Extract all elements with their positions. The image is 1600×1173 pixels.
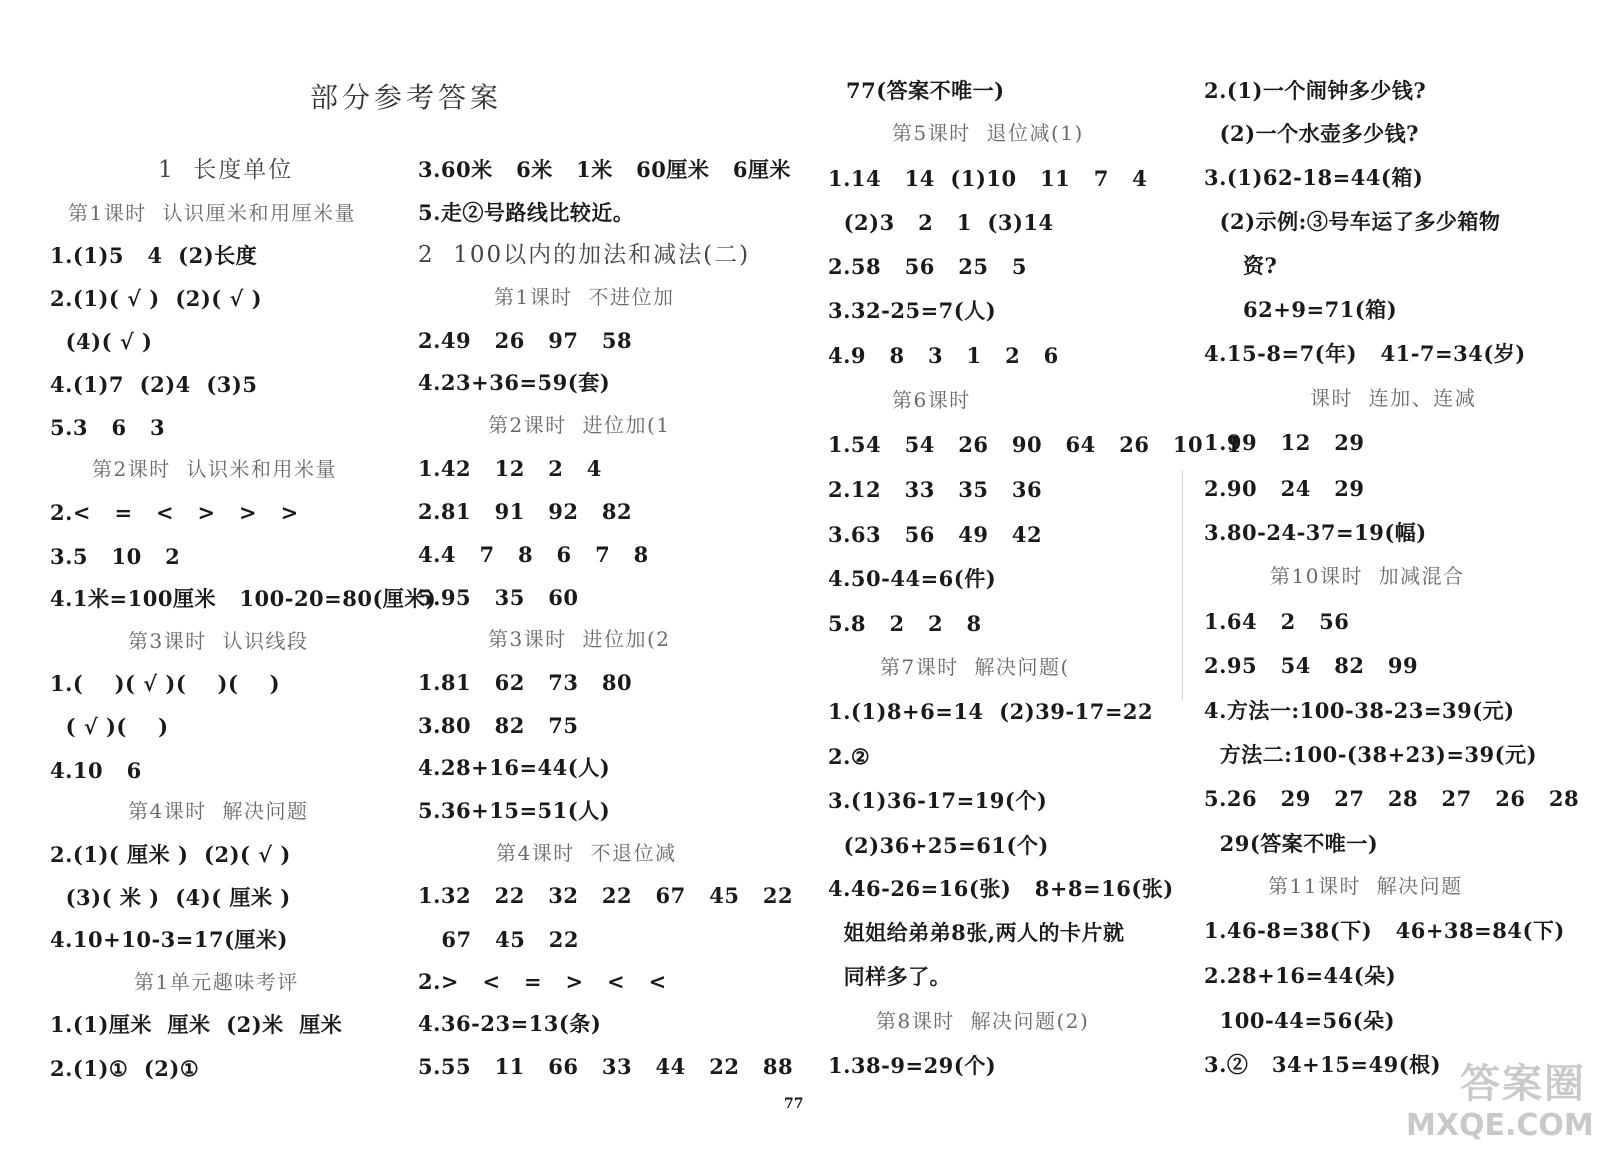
- answer-line: 5.8 2 2 8: [828, 611, 982, 636]
- answer-line: 5.95 35 60: [418, 585, 579, 610]
- answer-line: (2)一个水壶多少钱?: [1204, 121, 1419, 146]
- answer-line: 3.80-24-37=19(幅): [1204, 520, 1427, 545]
- lesson-heading: 第4课时 不退位减: [496, 841, 677, 865]
- lesson-heading: 课时 连加、连减: [1310, 386, 1477, 410]
- answer-line: 67 45 22: [418, 927, 579, 952]
- answer-line: 3.32-25=7(人): [828, 298, 997, 323]
- page-title: 部分参考答案: [310, 81, 503, 114]
- answer-line: 5.55 11 66 33 44 22 88: [418, 1054, 794, 1079]
- answer-line: 2.(1)① (2)①: [50, 1056, 200, 1081]
- lesson-heading: 第5课时 退位减(1): [892, 121, 1084, 145]
- answer-line: (4)( √ ): [50, 329, 153, 354]
- answer-line: 4.4 7 8 6 7 8: [418, 542, 649, 567]
- unit-heading: 2 100以内的加法和减法(二): [418, 242, 751, 268]
- answer-line: 资?: [1204, 253, 1278, 278]
- answer-line: (2)36+25=61(个): [828, 833, 1049, 858]
- answer-line: 1.32 22 32 22 67 45 22: [418, 883, 794, 908]
- answer-line: 2.(1)( √ ) (2)( √ ): [50, 286, 263, 311]
- answer-line: 62+9=71(箱): [1204, 297, 1398, 322]
- answer-line: 5.36+15=51(人): [418, 798, 611, 823]
- answer-line: 4.10+10-3=17(厘米): [50, 927, 288, 952]
- answer-line: 2.90 24 29: [1204, 476, 1365, 501]
- answer-line: 4.46-26=16(张) 8+8=16(张): [828, 876, 1174, 901]
- answer-line: 4.(1)7 (2)4 (3)5: [50, 372, 258, 397]
- answer-line: 4.36-23=13(条): [418, 1011, 602, 1036]
- answer-line: 3.5 10 2: [50, 544, 181, 569]
- answer-line: 1.99 12 29: [1204, 430, 1365, 455]
- answer-line: 2.< = < > > >: [50, 500, 299, 525]
- answer-line: 5.走②号路线比较近。: [418, 200, 635, 225]
- answer-line: 1.64 2 56: [1204, 609, 1350, 634]
- unit-heading: 1 长度单位: [158, 157, 294, 183]
- answer-line: 2.28+16=44(朵): [1204, 963, 1397, 988]
- answer-line: 2.81 91 92 82: [418, 499, 633, 524]
- watermark-text: 答案圈: [1460, 1060, 1586, 1107]
- lesson-heading: 第7课时 解决问题(: [880, 655, 1070, 679]
- answer-line: 2.(1)一个闹钟多少钱?: [1204, 78, 1427, 103]
- lesson-heading: 第2课时 进位加(1: [488, 413, 671, 437]
- answer-line: 3.60米 6米 1米 60厘米 6厘米: [418, 157, 791, 182]
- answer-line: 1.54 54 26 90 64 26 10 1: [828, 432, 1242, 457]
- answer-line: 1.(1)5 4 (2)长度: [50, 243, 258, 268]
- answer-line: 2.②: [828, 744, 871, 769]
- answer-line: 3.② 34+15=49(根): [1204, 1052, 1442, 1077]
- answer-line: 77(答案不唯一): [846, 78, 1005, 103]
- answer-line: 4.28+16=44(人): [418, 755, 611, 780]
- answer-line: (2)3 2 1 (3)14: [828, 210, 1054, 235]
- answer-line: 4.方法一:100-38-23=39(元): [1204, 698, 1515, 723]
- answer-line: 1.(1)8+6=14 (2)39-17=22: [828, 699, 1154, 724]
- lesson-heading: 第1单元趣味考评: [134, 970, 299, 994]
- lesson-heading: 第6课时: [892, 388, 971, 412]
- answer-line: 2.> < = > < <: [418, 969, 667, 994]
- watermark-url: MXQE.COM: [1406, 1108, 1594, 1143]
- answer-line: 5.26 29 27 28 27 26 28: [1204, 786, 1580, 811]
- lesson-heading: 第3课时 认识线段: [128, 629, 309, 653]
- lesson-heading: 第1课时 不进位加: [494, 285, 675, 309]
- answer-line: (2)示例:③号车运了多少箱物: [1204, 209, 1501, 234]
- answer-line: 4.1米=100厘米 100-20=80(厘米): [50, 586, 437, 611]
- answer-line: 1.81 62 73 80: [418, 670, 633, 695]
- answer-line: 1.( )( √ )( )( ): [50, 671, 281, 696]
- answer-line: 29(答案不唯一): [1204, 831, 1379, 856]
- answer-line: 4.10 6: [50, 758, 142, 783]
- answer-line: 1.(1)厘米 厘米 (2)米 厘米: [50, 1012, 343, 1037]
- answer-line: 同样多了。: [828, 964, 952, 989]
- answer-line: 3.80 82 75: [418, 713, 579, 738]
- answer-line: 3.(1)36-17=19(个): [828, 788, 1048, 813]
- answer-line: 姐姐给弟弟8张,两人的卡片就: [828, 920, 1125, 945]
- lesson-heading: 第11课时 解决问题: [1268, 874, 1463, 898]
- lesson-heading: 第2课时 认识米和用米量: [92, 457, 337, 481]
- answer-line: 2.58 56 25 5: [828, 254, 1028, 279]
- answer-line: 方法二:100-(38+23)=39(元): [1204, 742, 1538, 767]
- answer-line: 1.38-9=29(个): [828, 1053, 997, 1078]
- answer-line: 4.15-8=7(年) 41-7=34(岁): [1204, 341, 1526, 366]
- answer-line: 2.49 26 97 58: [418, 328, 633, 353]
- column-divider: [1182, 470, 1183, 700]
- answer-line: (3)( 米 ) (4)( 厘米 ): [50, 885, 291, 910]
- answer-line: 1.14 14 (1)10 11 7 4: [828, 166, 1148, 191]
- lesson-heading: 第1课时 认识厘米和用厘米量: [68, 201, 356, 225]
- lesson-heading: 第8课时 解决问题(2): [876, 1009, 1090, 1033]
- watermark-logo: [1406, 1060, 1594, 1160]
- answer-line: 2.(1)( 厘米 ) (2)( √ ): [50, 842, 291, 867]
- lesson-heading: 第10课时 加减混合: [1270, 564, 1465, 588]
- lesson-heading: 第3课时 进位加(2: [488, 627, 671, 651]
- answer-line: 5.3 6 3: [50, 415, 166, 440]
- answer-line: 4.23+36=59(套): [418, 370, 611, 395]
- answer-line: ( √ )( ): [50, 714, 169, 739]
- page-number: 77: [784, 1096, 804, 1112]
- answer-line: 1.42 12 2 4: [418, 456, 602, 481]
- answer-line: 1.46-8=38(下) 46+38=84(下): [1204, 918, 1565, 943]
- answer-line: 100-44=56(朵): [1204, 1008, 1396, 1033]
- answer-line: 2.12 33 35 36: [828, 477, 1043, 502]
- answer-line: 4.50-44=6(件): [828, 566, 997, 591]
- lesson-heading: 第4课时 解决问题: [128, 799, 309, 823]
- answer-line: 2.95 54 82 99: [1204, 653, 1419, 678]
- answer-line: 4.9 8 3 1 2 6: [828, 343, 1059, 368]
- answer-line: 3.63 56 49 42: [828, 522, 1043, 547]
- answer-line: 3.(1)62-18=44(箱): [1204, 165, 1424, 190]
